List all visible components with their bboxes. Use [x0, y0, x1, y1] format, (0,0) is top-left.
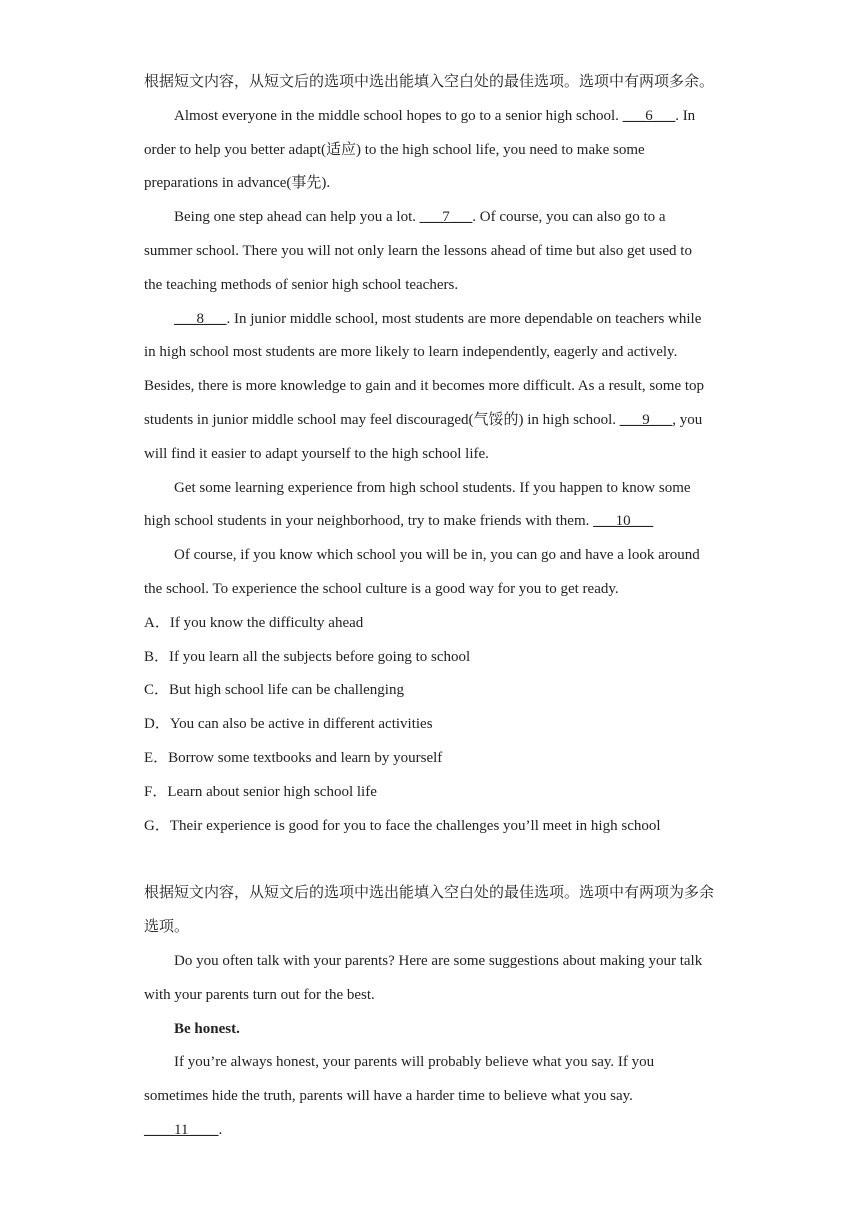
text-line: [144, 134, 720, 168]
text-line: [144, 945, 720, 979]
option-text: If you know the difficulty ahead: [169, 614, 364, 631]
text-run: sometimes hide the truth, parents will have a harder time to believe what you say.: [144, 1088, 633, 1105]
text-line: [144, 979, 720, 1013]
text-run: , you: [672, 411, 703, 428]
option-item: [144, 708, 720, 742]
text-line: [144, 100, 720, 134]
text-line: [144, 505, 720, 539]
option-letter: G．: [144, 817, 170, 834]
section-instruction: 根据短文内容，从短文后的选项中选出能填入空白处的最佳选项。选项中有两项为多余: [144, 885, 715, 902]
passage: [144, 100, 720, 607]
text-run: order to help you better adapt(适应) to the high school life, you need to make some: [144, 141, 645, 158]
option-text: Their experience is good for you to face the challenges you’ll meet in high school: [169, 817, 661, 834]
text-run: the teaching methods of senior high school teachers.: [144, 276, 459, 293]
option-item: [144, 607, 720, 641]
reading-section-1: [144, 66, 720, 843]
answer-blank: ___7___: [419, 209, 473, 226]
text-line: [144, 167, 720, 201]
option-letter: A．: [144, 614, 170, 631]
answer-blank: ___10___: [593, 513, 654, 530]
text-line: [144, 1046, 720, 1080]
option-text: Borrow some textbooks and learn by yourself: [168, 749, 443, 766]
text-line: [144, 269, 720, 303]
text-run: Get some learning experience from high school students. If you happen to know some: [174, 479, 691, 496]
text-run: summer school. There you will not only learn the lessons ahead of time but also get used to: [144, 242, 692, 259]
text-run: with your parents turn out for the best.: [144, 986, 375, 1003]
text-line: [144, 438, 720, 472]
option-letter: F．: [144, 783, 168, 800]
answer-blank: ___9___: [619, 411, 673, 428]
passage: [144, 945, 720, 1148]
text-line: [144, 539, 720, 573]
option-item: [144, 776, 720, 810]
text-run: . Of course, you can also go to a: [472, 209, 666, 226]
text-run: Do you often talk with your parents? Here are some suggestions about making your talk: [174, 952, 703, 969]
answer-blank: ____11____: [144, 1121, 219, 1138]
option-item: [144, 641, 720, 675]
text-line: [144, 370, 720, 404]
text-run: preparations in advance(事先).: [144, 175, 331, 192]
text-line: [144, 1114, 720, 1148]
answer-blank: ___8___: [174, 310, 227, 327]
option-letter: E．: [144, 749, 169, 766]
text-run: Almost everyone in the middle school hopes to go to a senior high school.: [174, 107, 623, 124]
option-text: But high school life can be challenging: [169, 682, 404, 699]
option-letter: B．: [144, 648, 170, 665]
reading-section-2: [144, 877, 720, 1147]
text-run: Of course, if you know which school you will be in, you can go and have a look around: [174, 547, 700, 564]
option-item: [144, 810, 720, 844]
text-run: will find it easier to adapt yourself to the high school life.: [144, 445, 489, 462]
text-line: [144, 235, 720, 269]
text-line: [144, 573, 720, 607]
text-line: [144, 201, 720, 235]
option-text: If you learn all the subjects before going to school: [169, 648, 471, 665]
option-item: [144, 742, 720, 776]
text-line: [144, 303, 720, 337]
text-run: Besides, there is more knowledge to gain and it becomes more difficult. As a result, some top: [144, 378, 705, 395]
section-instruction: 根据短文内容，从短文后的选项中选出能填入空白处的最佳选项。选项中有两项多余。: [144, 74, 715, 90]
text-run: in high school most students are more likely to learn independently, eagerly and actively.: [144, 344, 678, 361]
option-letter: C．: [144, 682, 170, 699]
section-instruction-cont: 选项。: [144, 919, 190, 936]
option-item: [144, 674, 720, 708]
text-line: [144, 472, 720, 506]
option-text: Learn about senior high school life: [167, 783, 377, 800]
text-line: [144, 336, 720, 370]
answer-blank: ___6___: [622, 107, 676, 124]
text-run: the school. To experience the school culture is a good way for you to get ready.: [144, 580, 619, 597]
option-letter: D．: [144, 716, 170, 733]
text-run: If you’re always honest, your parents will probably believe what you say. If you: [174, 1054, 655, 1071]
section-heading: [144, 1013, 720, 1047]
text-run: Being one step ahead can help you a lot.: [174, 209, 420, 226]
text-run: .: [218, 1121, 223, 1138]
section-gap: [144, 843, 720, 877]
options-list: [144, 607, 720, 844]
text-line: [144, 1080, 720, 1114]
text-run: . In: [675, 107, 696, 124]
option-text: You can also be active in different activities: [169, 716, 433, 733]
text-run: Be honest.: [174, 1020, 240, 1037]
text-run: high school students in your neighborhood, try to make friends with them.: [144, 513, 594, 530]
text-run: students in junior middle school may feel discouraged(气馁的) in high school.: [144, 411, 620, 428]
text-run: . In junior middle school, most students are more dependable on teachers while: [226, 310, 702, 327]
text-line: [144, 404, 720, 438]
